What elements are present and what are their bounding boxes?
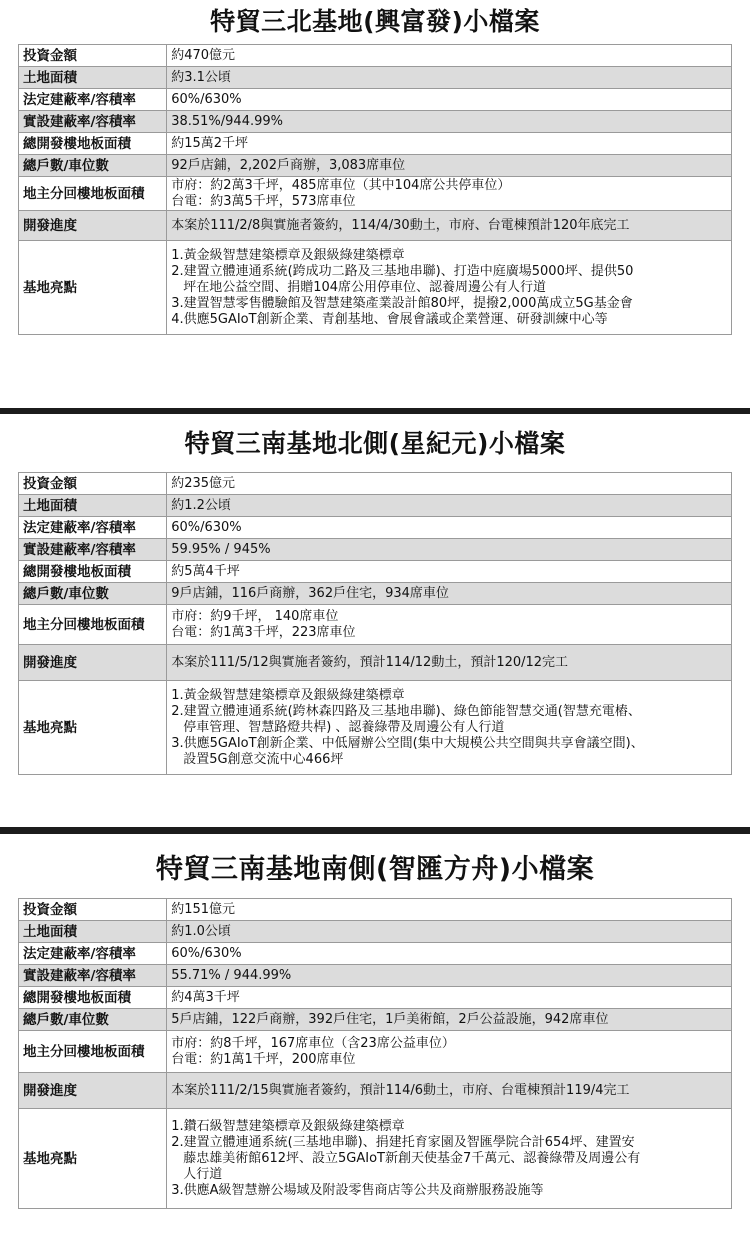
- row-label: 實設建蔽率/容積率: [19, 965, 167, 987]
- row-label: 土地面積: [19, 495, 167, 517]
- value-line: 92戶店鋪，2,202戶商辦，3,083席車位: [171, 157, 406, 173]
- row-value: [167, 1109, 732, 1209]
- row-value: [167, 211, 732, 241]
- row-value: [167, 45, 732, 67]
- row-value: [167, 89, 732, 111]
- value-line: 本案於111/2/15與實施者簽約，預計114/6動土，市府、台電棟預計119/4完工: [171, 1082, 630, 1098]
- row-label: 法定建蔽率/容積率: [19, 89, 167, 111]
- row-label: 土地面積: [19, 67, 167, 89]
- value-line: 60%/630%: [171, 945, 242, 961]
- row-label: 土地面積: [19, 921, 167, 943]
- row-value: [167, 681, 732, 775]
- value-line: 59.95% / 945%: [171, 541, 271, 557]
- table-row: [19, 645, 732, 681]
- card-title: 特貿三南基地南側(智匯方舟)小檔案: [155, 854, 595, 885]
- info-table: [18, 898, 732, 1209]
- value-line: 台電：約3萬5千坪，573席車位: [171, 193, 356, 209]
- row-label: 實設建蔽率/容積率: [19, 539, 167, 561]
- highlight-line: 2.建置立體連通系統(跨林森四路及三基地串聯)、綠色節能智慧交通(智慧充電樁、: [171, 703, 641, 719]
- row-label: 地主分回樓地板面積: [19, 177, 167, 211]
- card-title: 特貿三南基地北側(星紀元)小檔案: [184, 429, 566, 458]
- row-value: [167, 539, 732, 561]
- table-row: [19, 473, 732, 495]
- highlight-line: 2.建置立體連通系統(三基地串聯)、捐建托育家園及智匯學院合計654坪、建置安: [171, 1134, 635, 1150]
- table-row: [19, 1109, 732, 1209]
- row-value: [167, 921, 732, 943]
- row-label: 法定建蔽率/容積率: [19, 943, 167, 965]
- row-value: [167, 67, 732, 89]
- table-row: [19, 89, 732, 111]
- table-row: [19, 211, 732, 241]
- row-value: [167, 495, 732, 517]
- value-line: 約4萬3千坪: [171, 989, 240, 1005]
- table-row: [19, 1009, 732, 1031]
- value-line: 約470億元: [171, 47, 236, 63]
- row-label: 投資金額: [19, 45, 167, 67]
- info-table: [18, 472, 732, 775]
- row-value: [167, 133, 732, 155]
- row-value: [167, 987, 732, 1009]
- row-value: [167, 1009, 732, 1031]
- row-label: 地主分回樓地板面積: [19, 605, 167, 645]
- table-row: [19, 943, 732, 965]
- card-1: [0, 0, 750, 408]
- value-line: 約3.1公頃: [171, 69, 231, 85]
- table-row: [19, 583, 732, 605]
- row-label: 基地亮點: [19, 1109, 167, 1209]
- highlight-line: 停車管理、智慧路燈共桿) 、認養綠帶及周邊公有人行道: [183, 719, 505, 735]
- table-row: [19, 45, 732, 67]
- value-line: 約5萬4千坪: [171, 563, 240, 579]
- row-value: [167, 111, 732, 133]
- value-line: 市府：約9千坪， 140席車位: [171, 608, 339, 624]
- highlight-line: 設置5G創意交流中心466坪: [183, 751, 344, 767]
- row-label: 總戶數/車位數: [19, 1009, 167, 1031]
- table-row: [19, 561, 732, 583]
- value-line: 台電：約1萬3千坪，223席車位: [171, 624, 356, 640]
- row-value: [167, 899, 732, 921]
- row-value: [167, 583, 732, 605]
- card-3: [0, 834, 750, 1249]
- highlight-line: 4.供應5GAIoT創新企業、青創基地、會展會議或企業營運、研發訓練中心等: [171, 311, 608, 327]
- table-row: [19, 899, 732, 921]
- row-value: [167, 965, 732, 987]
- highlight-line: 1.鑽石級智慧建築標章及銀級綠建築標章: [171, 1118, 405, 1134]
- table-row: [19, 1073, 732, 1109]
- value-line: 台電：約1萬1千坪，200席車位: [171, 1051, 356, 1067]
- value-line: 約15萬2千坪: [171, 135, 249, 151]
- row-label: 投資金額: [19, 899, 167, 921]
- value-line: 市府：約2萬3千坪，485席車位（其中104席公共停車位）: [171, 177, 511, 193]
- table-row: [19, 495, 732, 517]
- highlight-line: 3.供應5GAIoT創新企業、中低層辦公空間(集中大規模公共空間與共享會議空間)、: [171, 735, 644, 751]
- card-title: 特貿三北基地(興富發)小檔案: [210, 7, 540, 36]
- value-line: 約1.2公頃: [171, 497, 231, 513]
- table-row: [19, 1031, 732, 1073]
- table-row: [19, 987, 732, 1009]
- highlight-line: 坪在地公益空間、捐贈104席公用停車位、認養周邊公有人行道: [183, 279, 547, 295]
- info-table: [18, 44, 732, 335]
- row-value: [167, 561, 732, 583]
- row-label: 總開發樓地板面積: [19, 561, 167, 583]
- row-label: 投資金額: [19, 473, 167, 495]
- table-row: [19, 517, 732, 539]
- row-value: [167, 1073, 732, 1109]
- value-line: 60%/630%: [171, 91, 242, 107]
- row-value: [167, 241, 732, 335]
- table-row: [19, 177, 732, 211]
- value-line: 約1.0公頃: [171, 923, 231, 939]
- table-row: [19, 133, 732, 155]
- row-label: 開發進度: [19, 1073, 167, 1109]
- row-label: 開發進度: [19, 211, 167, 241]
- row-value: [167, 605, 732, 645]
- card-2: [0, 414, 750, 827]
- row-label: 總開發樓地板面積: [19, 133, 167, 155]
- table-row: [19, 605, 732, 645]
- table-row: [19, 539, 732, 561]
- row-label: 地主分回樓地板面積: [19, 1031, 167, 1073]
- row-value: [167, 155, 732, 177]
- row-label: 總開發樓地板面積: [19, 987, 167, 1009]
- row-label: 基地亮點: [19, 241, 167, 335]
- value-line: 60%/630%: [171, 519, 242, 535]
- row-value: [167, 943, 732, 965]
- row-label: 總戶數/車位數: [19, 155, 167, 177]
- value-line: 市府：約8千坪，167席車位（含23席公益車位）: [171, 1035, 455, 1051]
- value-line: 5戶店鋪，122戶商辦，392戶住宅，1戶美術館，2戶公益設施，942席車位: [171, 1011, 609, 1027]
- table-row: [19, 681, 732, 775]
- value-line: 55.71% / 944.99%: [171, 967, 292, 983]
- table-row: [19, 965, 732, 987]
- value-line: 38.51%/944.99%: [171, 113, 283, 129]
- value-line: 本案於111/5/12與實施者簽約，預計114/12動土，預計120/12完工: [171, 654, 569, 670]
- highlight-line: 2.建置立體連通系統(跨成功二路及三基地串聯)、打造中庭廣場5000坪、提供50: [171, 263, 634, 279]
- value-line: 約235億元: [171, 475, 236, 491]
- row-value: [167, 177, 732, 211]
- row-label: 法定建蔽率/容積率: [19, 517, 167, 539]
- highlight-line: 1.黃金級智慧建築標章及銀級綠建築標章: [171, 687, 405, 703]
- row-label: 總戶數/車位數: [19, 583, 167, 605]
- row-label: 實設建蔽率/容積率: [19, 111, 167, 133]
- row-value: [167, 645, 732, 681]
- highlight-line: 3.供應A級智慧辦公場域及附設零售商店等公共及商辦服務設施等: [171, 1182, 544, 1198]
- row-value: [167, 1031, 732, 1073]
- value-line: 約151億元: [171, 901, 236, 917]
- value-line: 本案於111/2/8與實施者簽約，114/4/30動土，市府、台電棟預計120年底完工: [171, 217, 630, 233]
- row-value: [167, 517, 732, 539]
- table-row: [19, 111, 732, 133]
- row-label: 開發進度: [19, 645, 167, 681]
- value-line: 9戶店鋪，116戶商辦，362戶住宅，934席車位: [171, 585, 449, 601]
- row-value: [167, 473, 732, 495]
- table-row: [19, 921, 732, 943]
- highlight-line: 1.黃金級智慧建築標章及銀級綠建築標章: [171, 247, 405, 263]
- highlight-line: 3.建置智慧零售體驗館及智慧建築產業設計館80坪，提撥2,000萬成立5G基金會: [171, 295, 633, 311]
- highlight-line: 人行道: [183, 1166, 223, 1182]
- table-row: [19, 241, 732, 335]
- table-row: [19, 155, 732, 177]
- table-row: [19, 67, 732, 89]
- row-label: 基地亮點: [19, 681, 167, 775]
- highlight-line: 藤忠雄美術館612坪、設立5GAIoT新創天使基金7千萬元、認養綠帶及周邊公有: [183, 1150, 641, 1166]
